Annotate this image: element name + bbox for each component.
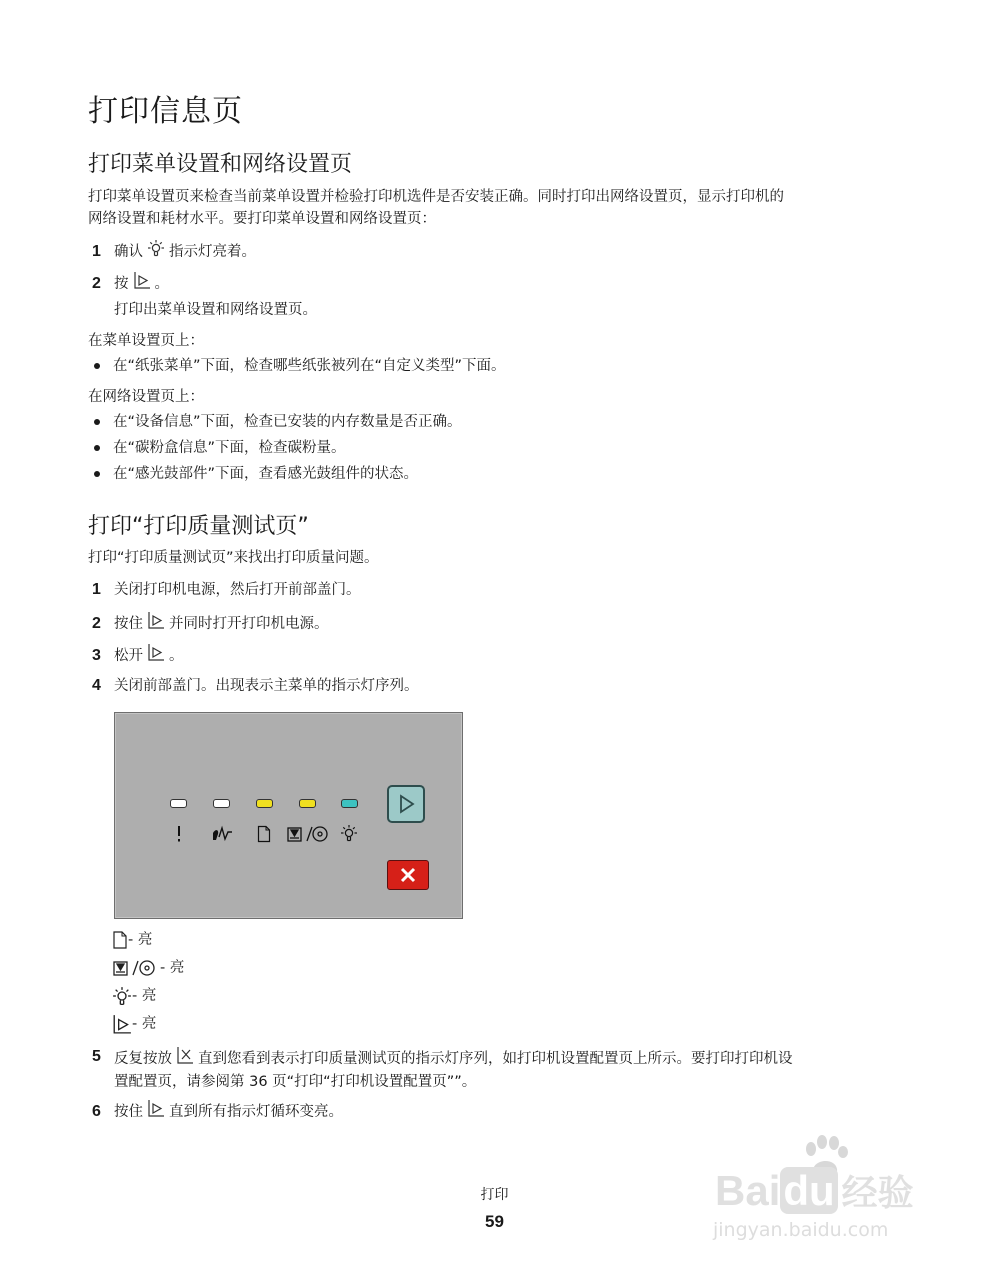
step-number: 3 [92, 646, 101, 664]
step-2 [92, 271, 169, 296]
play-icon [396, 794, 416, 814]
step-1 [92, 579, 361, 601]
bullet-text: 在“碳粉盒信息”下面，检查碳粉量。 [113, 440, 346, 456]
step-text: 确认 [114, 243, 143, 260]
legend-text: - 亮 [128, 932, 153, 948]
bullet-dot [94, 419, 100, 425]
section-heading-quality-test: 打印“打印质量测试页” [88, 514, 309, 539]
legend-item [112, 929, 152, 951]
step-text: 。 [169, 647, 184, 664]
watermark-url: jingyan.baidu.com [713, 1219, 889, 1241]
step-2 [92, 611, 329, 636]
section1-intro [88, 186, 908, 230]
go-button-icon [147, 1099, 165, 1124]
step-6 [92, 1099, 343, 1124]
toner-led [299, 799, 316, 808]
go-button[interactable] [387, 785, 425, 823]
step-text: 松开 [114, 647, 143, 664]
step-text: 反复按放 [114, 1050, 172, 1067]
go-button-icon [147, 643, 165, 668]
list-item [94, 463, 418, 485]
go-button-icon [133, 271, 151, 296]
watermark-brand-c: 经验 [841, 1172, 914, 1213]
footer-section-name: 打印 [480, 1187, 509, 1203]
bullet-text: 在“设备信息”下面，检查已安装的内存数量是否正确。 [113, 414, 462, 430]
legend-item [112, 957, 184, 979]
step-number: 2 [92, 274, 101, 292]
menu-settings-label: 在菜单设置页上： [88, 333, 204, 349]
exclamation-icon [175, 825, 183, 843]
step-text: 并同时打开打印机电源。 [169, 615, 329, 632]
load-paper-led [256, 799, 273, 808]
section2-intro: 打印“打印质量测试页”来找出打印质量问题。 [88, 550, 379, 566]
paper-icon [112, 930, 128, 950]
intro-line-2: 网络设置和耗材水平。要打印菜单设置和网络设置页： [88, 211, 436, 227]
step-2-result: 打印出菜单设置和网络设置页。 [114, 302, 317, 318]
ready-light-icon [340, 824, 358, 844]
bullet-text: 在“纸张菜单”下面，检查哪些纸张被列在“自定义类型”下面。 [113, 358, 506, 374]
step-text: 按 [114, 275, 129, 292]
ready-led [341, 799, 358, 808]
step-text: 直到所有指示灯循环变亮。 [169, 1103, 343, 1120]
step-1 [92, 239, 256, 264]
go-button-icon [147, 611, 165, 636]
step-number: 1 [92, 581, 101, 598]
close-icon [400, 867, 416, 883]
step-4 [92, 675, 419, 697]
legend-text: - 亮 [160, 960, 185, 976]
bullet-dot [94, 445, 100, 451]
intro-line-1: 打印菜单设置页来检查当前菜单设置并检验打印机选件是否安装正确。同时打印出网络设置页，显示打印机的 [88, 189, 784, 205]
paper-icon [257, 825, 271, 843]
step-5 [92, 1046, 904, 1093]
legend-item [112, 985, 156, 1007]
cancel-button-icon [176, 1046, 194, 1071]
step-text: 关闭前部盖门。出现表示主菜单的指示灯序列。 [114, 678, 419, 694]
step-text: 关闭打印机电源，然后打开前部盖门。 [114, 582, 361, 598]
legend-text: - 亮 [132, 1016, 157, 1032]
bullet-text: 在“感光鼓部件”下面，查看感光鼓组件的状态。 [113, 466, 419, 482]
step-text: 指示灯亮着。 [169, 243, 256, 260]
section-heading-menu-settings: 打印菜单设置和网络设置页 [88, 152, 353, 177]
bullet-dot [94, 471, 100, 477]
step-text: 按住 [114, 615, 143, 632]
cancel-button[interactable] [387, 860, 429, 890]
step-number: 1 [92, 242, 101, 260]
page-number: 59 [485, 1212, 504, 1231]
step-text-line-2: 置配置页，请参阅第 36 页“打印“打印机设置配置页””。 [114, 1074, 477, 1090]
error-led [170, 799, 187, 808]
legend-text: - 亮 [132, 988, 157, 1004]
step-text: 直到您看到表示打印质量测试页的指示灯序列，如打印机设置配置页上所示。要打印打印机设 [198, 1050, 793, 1067]
step-number: 2 [92, 614, 101, 632]
ready-light-icon [147, 239, 165, 264]
paper-jam-icon [211, 825, 235, 843]
legend-item [112, 1013, 156, 1035]
baidu-jingyan-watermark [713, 1135, 923, 1250]
toner-drum-icon [112, 958, 160, 978]
step-number: 5 [92, 1048, 101, 1065]
list-item [94, 355, 506, 377]
step-3 [92, 643, 184, 668]
list-item [94, 437, 346, 459]
watermark-brand-a: Bai [715, 1167, 781, 1214]
step-number: 6 [92, 1102, 101, 1120]
watermark-brand-b: du [780, 1167, 837, 1214]
page-title: 打印信息页 [88, 94, 243, 129]
step-text: 按住 [114, 1103, 143, 1120]
step-text: 。 [154, 275, 169, 292]
bullet-dot [94, 363, 100, 369]
list-item [94, 411, 462, 433]
ready-light-icon [112, 986, 132, 1006]
control-panel-illustration [114, 712, 463, 919]
paper-jam-led [213, 799, 230, 808]
go-button-icon [112, 1014, 132, 1034]
toner-drum-icon [287, 824, 329, 844]
network-settings-label: 在网络设置页上： [88, 389, 204, 405]
step-number: 4 [92, 677, 101, 694]
step-5-body [114, 1046, 904, 1093]
